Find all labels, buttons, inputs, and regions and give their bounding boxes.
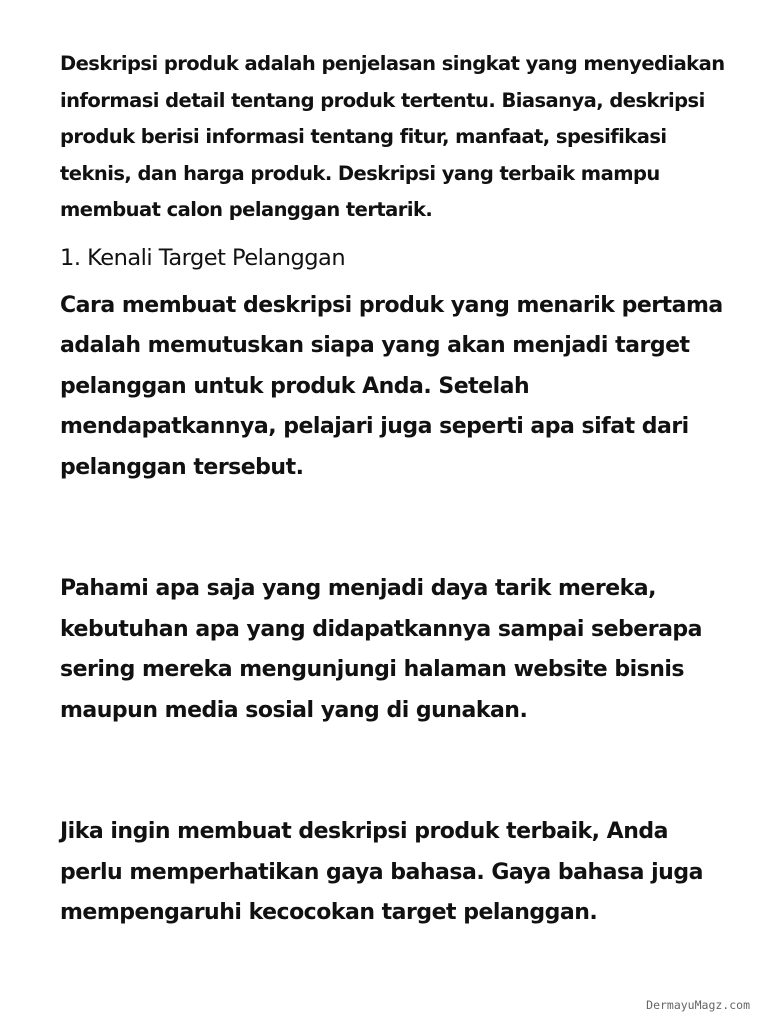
body-paragraph-2: Pahami apa saja yang menjadi daya tarik mereka, kebutuhan apa yang didapatkannya sampai seberapa sering mereka mengunjungi halaman website bisnis maupun media sosial yang di gunakan. bbox=[60, 576, 703, 723]
section-heading: 1. Kenali Target Pelanggan bbox=[60, 244, 346, 271]
body-paragraph-3: Jika ingin membuat deskripsi produk terbaik, Anda perlu memperhatikan gaya bahasa. Gaya bahasa juga mempengaruhi kecocokan target pelanggan. bbox=[60, 819, 703, 925]
body-paragraph-1: Cara membuat deskripsi produk yang menarik pertama adalah memutuskan siapa yang akan menjadi target pelanggan untuk produk Anda. Setelah mendapatkannya, pelajari juga seperti apa sifat dari pelanggan tersebut. bbox=[60, 292, 723, 480]
intro-paragraph: Deskripsi produk adalah penjelasan singkat yang menyediakan informasi detail tentang produk tertentu. Biasanya, deskripsi produk berisi informasi tentang fitur, manfaat, spesifikasi teknis, dan harga produk. Deskripsi yang terbaik mampu membuat calon pelanggan tertarik. bbox=[60, 52, 725, 221]
site-watermark: DermayuMagz.com bbox=[646, 998, 750, 1012]
